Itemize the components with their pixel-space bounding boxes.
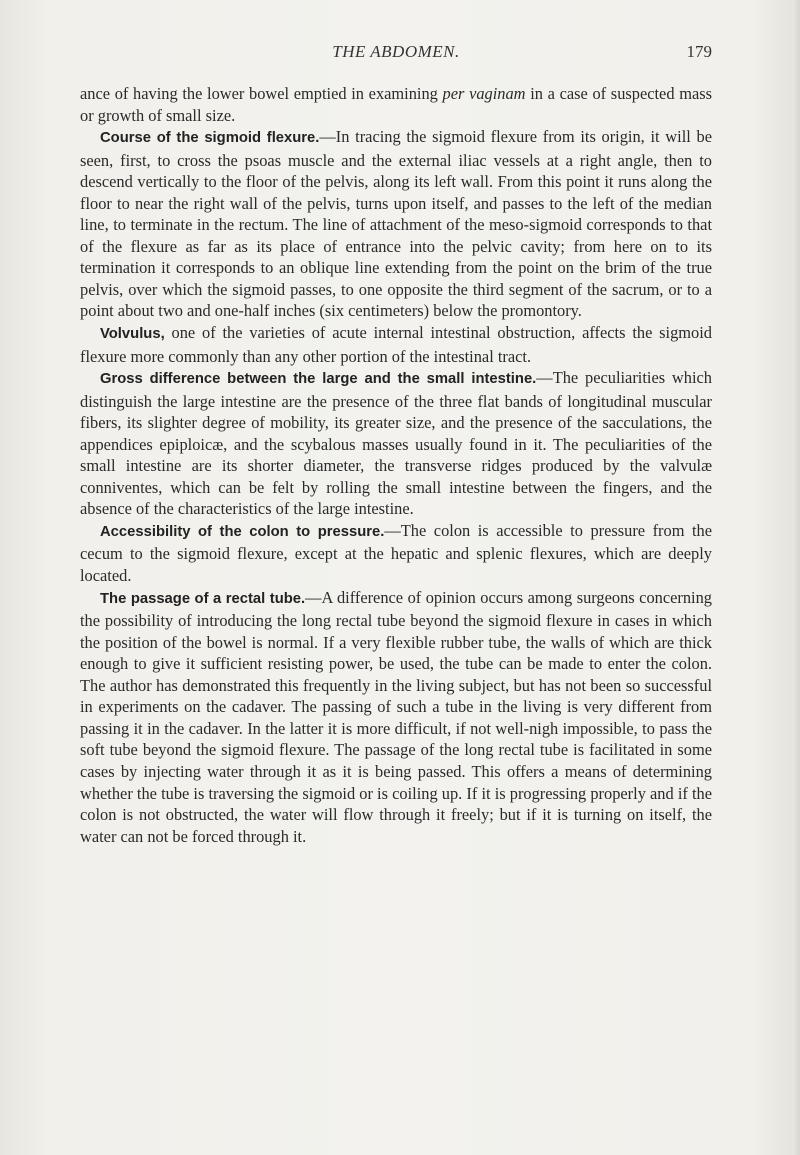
paragraph-accessibility: [80, 520, 712, 587]
paragraph-gross-difference: [80, 367, 712, 520]
paragraph-continuation: [80, 83, 712, 126]
section-heading: The passage of a rectal tube.: [100, 590, 306, 607]
paragraph-text: in a case of suspected mass or growth of small size.: [80, 84, 712, 125]
section-heading: Volvulus,: [100, 326, 165, 343]
section-heading: Gross difference between the large and the small intestine.: [100, 371, 537, 388]
paragraph-text: —A difference of opinion occurs among surgeons concerning the possibility of introducing the long rectal tube beyond the sigmoid flexure in cases in which the position of the bowel is normal. If a very flexible rubber tube, the walls of which are thick enough to give it sufficient resisting power, be used, the tube can be made to enter the colon. The author has demonstrated this frequently in the living subject, but has not been so successful in experiments on the cadaver. The passing of such a tube in the living is very different from passing it in the cadaver. In the latter it is more difficult, if not well-nigh impossible, to pass the soft tube beyond the sigmoid flexure. The passage of the long rectal tube is facilitated in some cases by injecting water through it as it is being passed. This offers a means of determining whether the tube is traversing the sigmoid or is coiling up. If it is progressing properly and if the colon is not obstructed, the water will flow through it freely; but if it is turning on itself, the water can not be forced through it.: [80, 587, 712, 846]
page-header: [80, 42, 712, 68]
section-heading: Course of the sigmoid flexure.: [100, 130, 320, 147]
paragraph-rectal-tube: [80, 587, 712, 848]
paragraph-sigmoid-course: [80, 126, 712, 322]
paragraph-volvulus: [80, 322, 712, 367]
running-head: THE ABDOMEN.: [332, 42, 460, 61]
paragraph-text: —In tracing the sigmoid flexure from its origin, it will be seen, first, to cross the psoas muscle and the external iliac vessels at a right angle, then to descend vertically to the floor of the pelvis, along its left wall. From this point it runs along the floor to near the right wall of the pelvis, turns upon itself, and passes to the left of the median line, to terminate in the rectum. The line of attachment of the meso-sigmoid corresponds to that of the flexure as far as its place of entrance into the pelvic cavity; from here on to its termination it corresponds to an oblique line extending from the point on the brim of the true pelvis, over which the sigmoid passes, to one opposite the third segment of the sacrum, or to a point about two and one-half inches (six centimeters) below the promontory.: [80, 127, 712, 321]
paragraph-text: —The colon is accessible to pressure from the cecum to the sigmoid flexure, except at the hepatic and splenic flexures, which are deeply located.: [80, 520, 712, 586]
body-text: [80, 83, 712, 847]
italic-term: per vaginam: [442, 84, 526, 103]
paragraph-text: ance of having the lower bowel emptied in examining: [80, 84, 443, 103]
page-number: 179: [686, 42, 712, 61]
paragraph-text: one of the varieties of acute internal intestinal obstruction, affects the sigmoid flexure more commonly than any other portion of the intestinal tract.: [80, 323, 712, 366]
paragraph-text: —The peculiarities which distinguish the large intestine are the presence of the three flat bands of longitudinal muscular fibers, its slighter degree of mobility, its greater size, and the presence of the sacculations, the appendices epiploicæ, and the scybalous masses usually found in it. The peculiarities of the small intestine are its shorter diameter, the transverse ridges produced by the valvulæ conniventes, which can be felt by rolling the small intestine between the fingers, and the absence of the characteristics of the large intestine.: [80, 368, 712, 519]
section-heading: Accessibility of the colon to pressure.: [100, 523, 385, 540]
page-edge: [792, 0, 800, 1155]
